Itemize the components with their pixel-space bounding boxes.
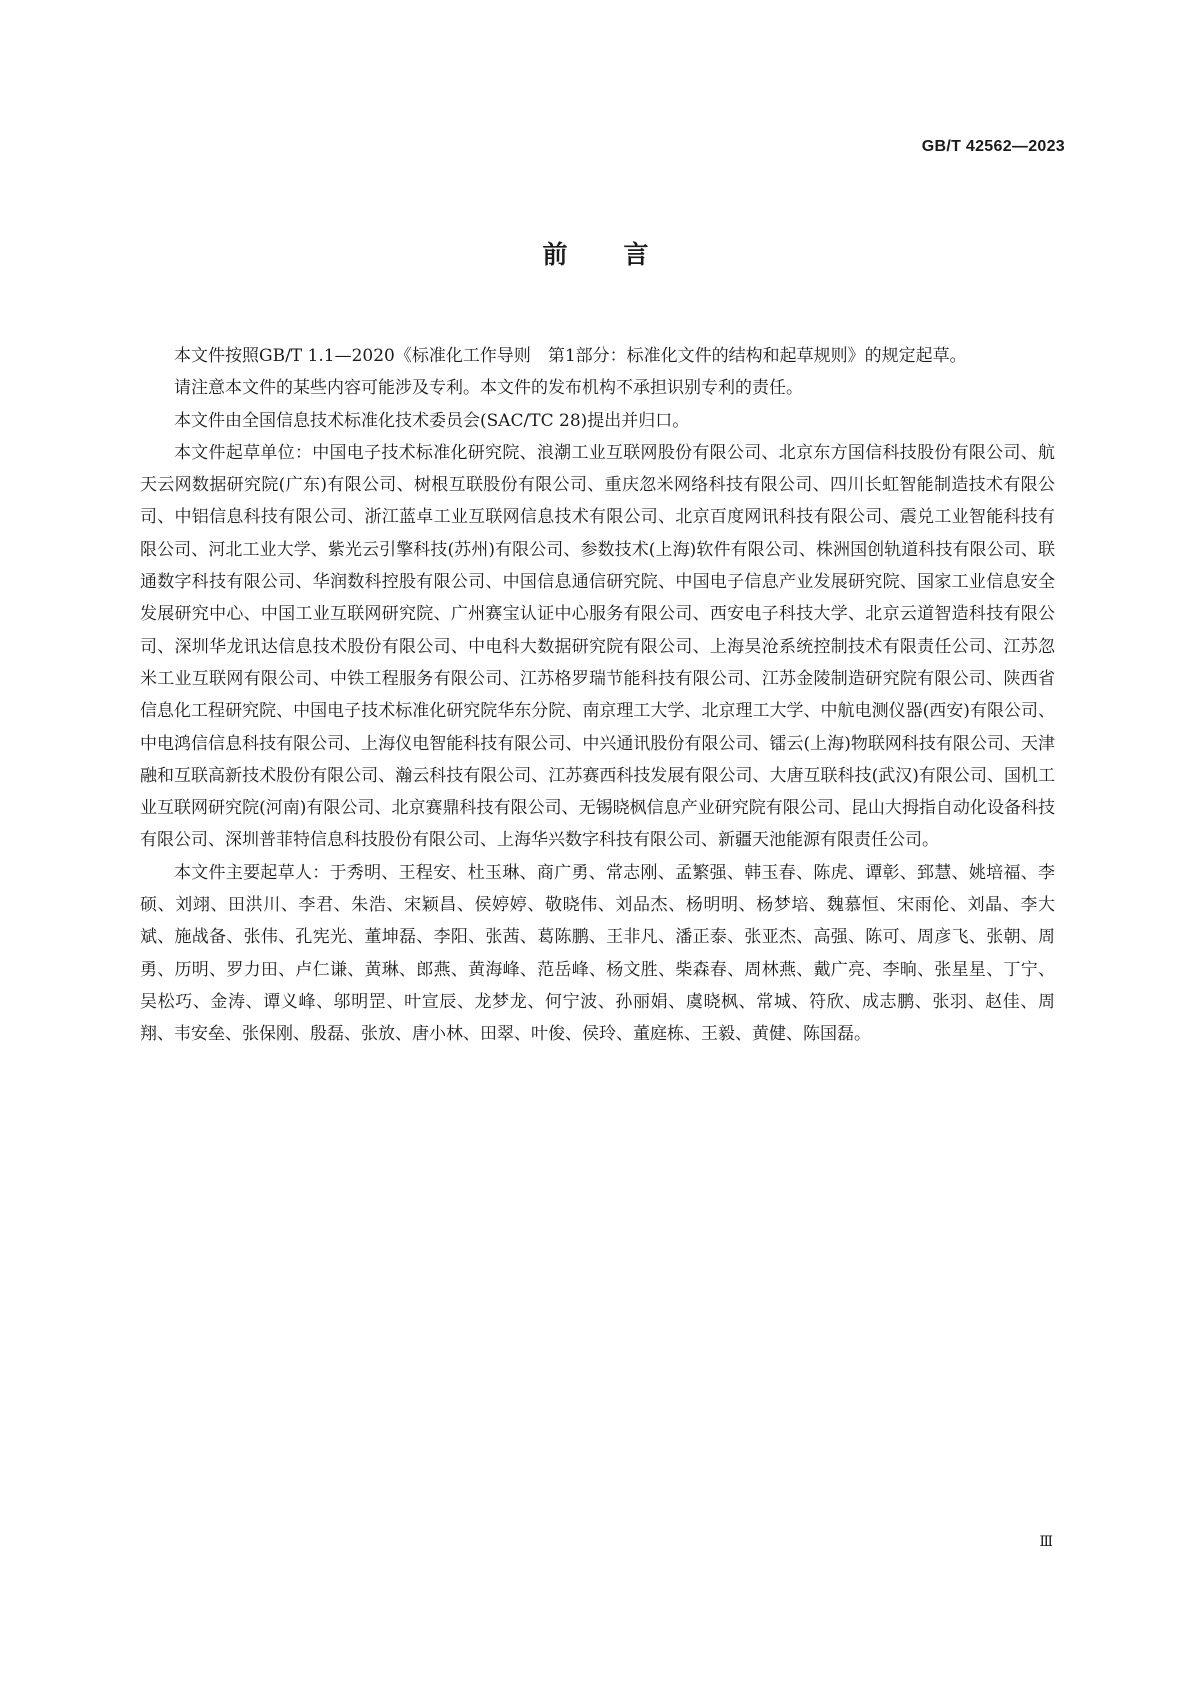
- page-title: 前言: [542, 240, 705, 269]
- paragraph-drafters: 本文件主要起草人：于秀明、王程安、杜玉琳、商广勇、常志刚、孟繁强、韩玉春、陈虎、谭彰、郅慧、姚培福、李硕、刘翊、田洪川、李君、朱浩、宋颖昌、侯婷婷、敬晓伟、刘品杰、杨明明、杨梦培、魏慕恒、宋雨伦、刘晶、李大斌、施战备、张伟、孔宪光、董坤磊、李阳、张茜、葛陈鹏、王非凡、潘正泰、张亚杰、高强、陈可、周彦飞、张朝、周勇、历明、罗力田、卢仁谦、黄琳、郎燕、黄海峰、范岳峰、杨文胜、柴森春、周林燕、戴广亮、李晌、张星星、丁宁、吴松巧、金涛、谭义峰、邬明罡、叶宣辰、龙梦龙、何宁波、孙丽娟、虞晓枫、常城、符欣、成志鹏、张羽、赵佳、周翔、韦安垒、张保刚、殷磊、张放、唐小林、田翠、叶俊、侯玲、董庭栋、王毅、黄健、陈国磊。: [140, 862, 1055, 1045]
- paragraph-patent-notice: 请注意本文件的某些内容可能涉及专利。本文件的发布机构不承担识别专利的责任。: [174, 378, 803, 399]
- page-number: Ⅲ: [1039, 1534, 1053, 1550]
- paragraph-drafting-units: 本文件起草单位：中国电子技术标准化研究院、浪潮工业互联网股份有限公司、北京东方国信科技股份有限公司、航天云网数据研究院(广东)有限公司、树根互联股份有限公司、重庆忽米网络科技有限公司、四川长虹智能制造技术有限公司、中铝信息科技有限公司、浙江蓝卓工业互联网信息技术有限公司、北京百度网讯科技有限公司、震兑工业智能科技有限公司、河北工业大学、紫光云引擎科技(苏州)有限公司、参数技术(上海)软件有限公司、株洲国创轨道科技有限公司、联通数字科技有限公司、华润数科控股有限公司、中国信息通信研究院、中国电子信息产业发展研究院、国家工业信息安全发展研究中心、中国工业互联网研究院、广州赛宝认证中心服务有限公司、西安电子科技大学、北京云道智造科技有限公司、深圳华龙讯达信息技术股份有限公司、中电科大数据研究院有限公司、上海昊沧系统控制技术有限责任公司、江苏忽米工业互联网有限公司、中铁工程服务有限公司、江苏格罗瑞节能科技有限公司、江苏金陵制造研究院有限公司、陕西省信息化工程研究院、中国电子技术标准化研究院华东分院、南京理工大学、北京理工大学、中航电测仪器(西安)有限公司、中电鸿信信息科技有限公司、上海仪电智能科技有限公司、中兴通讯股份有限公司、镭云(上海)物联网科技有限公司、天津融和互联高新技术股份有限公司、瀚云科技有限公司、江苏赛西科技发展有限公司、大唐互联科技(武汉)有限公司、国机工业互联网研究院(河南)有限公司、北京赛鼎科技有限公司、无锡晓枫信息产业研究院有限公司、昆山大拇指自动化设备科技有限公司、深圳普菲特信息科技股份有限公司、上海华兴数字科技有限公司、新疆天池能源有限责任公司。: [140, 442, 1055, 851]
- paragraph-drafting-rules: 本文件按照GB/T 1.1—2020《标准化工作导则 第1部分：标准化文件的结构和起草规则》的规定起草。: [174, 346, 967, 366]
- paragraph-proposer: 本文件由全国信息技术标准化技术委员会(SAC/TC 28)提出并归口。: [174, 410, 690, 431]
- foreword-body: [140, 340, 1055, 1051]
- standard-code: GB/T 42562—2023: [921, 138, 1065, 155]
